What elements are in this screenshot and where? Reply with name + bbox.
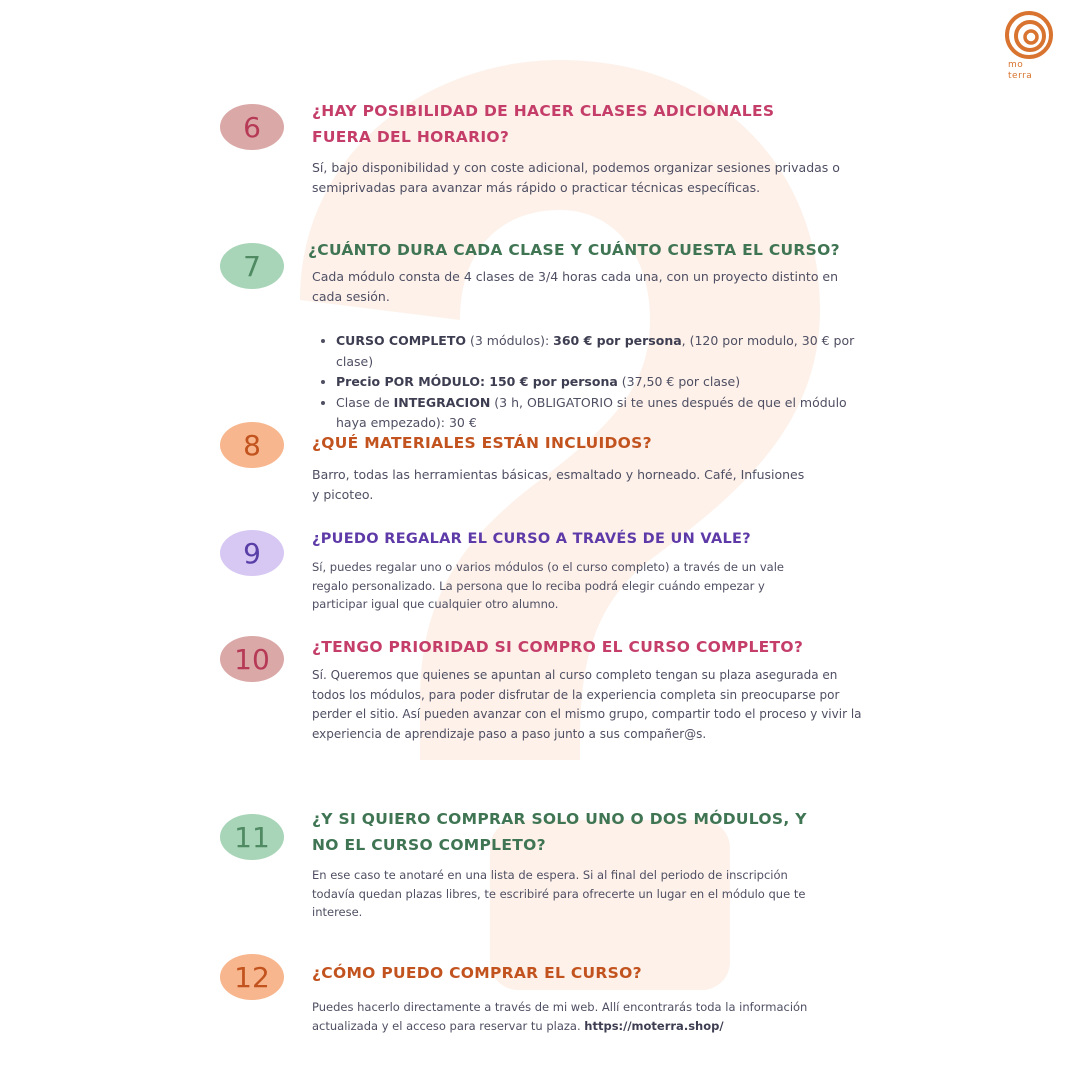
pricing-list <box>318 331 876 434</box>
faq-answer: En ese caso te anotaré en una lista de espera. Si al final del periodo de inscripción todavía quedan plazas libres, te escribiré para ofrecerte un lugar en el módulo que te interese. <box>312 868 806 919</box>
faq-answer: Sí, puedes regalar uno o varios módulos (o el curso completo) a través de un vale regalo personalizado. La persona que lo reciba podrá elegir cuándo empezar y participar igual que cualquier otro alumno. <box>312 560 784 611</box>
faq-number-badge: 9 <box>220 530 284 576</box>
faq-question: ¿CUÁNTO DURA CADA CLASE Y CUÁNTO CUESTA EL CURSO? <box>308 241 840 259</box>
faq-number-badge: 6 <box>220 104 284 150</box>
faq-number-badge: 8 <box>220 422 284 468</box>
faq-question: ¿CÓMO PUEDO COMPRAR EL CURSO? <box>312 964 642 982</box>
faq-number-badge: 11 <box>220 814 284 860</box>
pricing-item-full-course: • CURSO COMPLETO (3 módulos): 360 € por persona, (120 por modulo, 30 € por clase) <box>336 331 876 372</box>
faq-answer: Barro, todas las herramientas básicas, esmaltado y horneado. Café, Infusiones y picoteo. <box>312 467 805 502</box>
faq-number-badge: 12 <box>220 954 284 1000</box>
pricing-item-per-module: • Precio POR MÓDULO: 150 € por persona (37,50 € por clase) <box>336 372 876 393</box>
shop-link[interactable]: https://moterra.shop/ <box>584 1018 724 1033</box>
faq-question: ¿Y SI QUIERO COMPRAR SOLO UNO O DOS MÓDULOS, Y NO EL CURSO COMPLETO? <box>312 810 807 854</box>
faq-question: ¿PUEDO REGALAR EL CURSO A TRAVÉS DE UN VALE? <box>312 531 751 547</box>
logo-text-line2: terra <box>1008 71 1033 81</box>
faq-number-badge: 10 <box>220 636 284 682</box>
faq-question: ¿HAY POSIBILIDAD DE HACER CLASES ADICIONALES FUERA DEL HORARIO? <box>312 102 775 146</box>
spiral-logo-icon <box>1004 10 1054 60</box>
faq-question: ¿TENGO PRIORIDAD SI COMPRO EL CURSO COMPLETO? <box>312 638 804 656</box>
faq-answer: Sí. Queremos que quienes se apuntan al curso completo tengan su plaza asegurada en todos los módulos, para poder disfrutar de la experiencia completa sin preocuparse por perder el sitio. Así pueden avanzar con el mismo grupo, compartir todo el proceso y vivir la experiencia de aprendizaje paso a paso junto a sus compañer@s. <box>312 668 862 741</box>
moterra-logo <box>1004 10 1064 90</box>
faq-answer: Sí, bajo disponibilidad y con coste adicional, podemos organizar sesiones privadas o semiprivadas para avanzar más rápido o practicar técnicas específicas. <box>312 160 840 195</box>
faq-answer <box>312 998 832 1035</box>
faq-answer: Cada módulo consta de 4 clases de 3/4 horas cada una, con un proyecto distinto en cada sesión. <box>312 269 839 304</box>
faq-question: ¿QUÉ MATERIALES ESTÁN INCLUIDOS? <box>312 434 652 452</box>
faq-answer-text: Puedes hacerlo directamente a través de mi web. Allí encontrarás toda la información actualizada y el acceso para reservar tu plaza. <box>312 1000 808 1033</box>
pricing-item-integration-class: • Clase de INTEGRACION (3 h, OBLIGATORIO si te unes después de que el módulo haya empezado): 30 € <box>336 393 876 434</box>
logo-text-line1: mo <box>1008 60 1024 70</box>
faq-number-badge: 7 <box>220 243 284 289</box>
